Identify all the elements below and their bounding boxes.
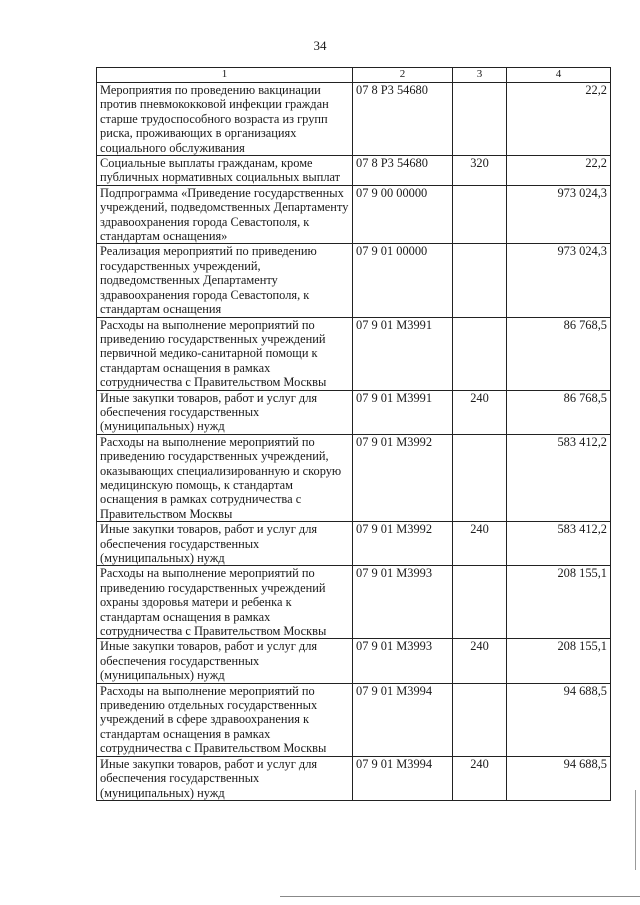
row-expense-type bbox=[453, 683, 507, 756]
row-name: Иные закупки товаров, работ и услуг для обеспечения государственных (муниципальных) нужд bbox=[97, 639, 353, 683]
row-code: 07 9 00 00000 bbox=[353, 185, 453, 244]
row-expense-type: 240 bbox=[453, 756, 507, 800]
table-row bbox=[97, 390, 611, 434]
header-col-1: 1 bbox=[97, 68, 353, 83]
table-row bbox=[97, 756, 611, 800]
page-number: 34 bbox=[313, 38, 327, 53]
row-code: 07 9 01 M3994 bbox=[353, 756, 453, 800]
row-expense-type bbox=[453, 317, 507, 390]
header-row bbox=[97, 68, 611, 83]
table-row bbox=[97, 639, 611, 683]
row-amount: 94 688,5 bbox=[507, 756, 611, 800]
row-amount: 22,2 bbox=[507, 156, 611, 186]
row-name: Подпрограмма «Приведение государственных учреждений, подведомственных Департаменту здравоохранения города Севастополя, к стандартам оснащения» bbox=[97, 185, 353, 244]
row-name: Расходы на выполнение мероприятий по приведению отдельных государственных учреждений в сфере здравоохранения к стандартам оснащения в рамках сотрудничества с Правительством Москвы bbox=[97, 683, 353, 756]
row-amount: 208 155,1 bbox=[507, 639, 611, 683]
row-expense-type bbox=[453, 434, 507, 521]
table-row bbox=[97, 683, 611, 756]
row-code: 07 8 P3 54680 bbox=[353, 83, 453, 156]
table-row bbox=[97, 83, 611, 156]
row-amount: 973 024,3 bbox=[507, 244, 611, 317]
table-row bbox=[97, 244, 611, 317]
row-amount: 94 688,5 bbox=[507, 683, 611, 756]
table-row bbox=[97, 185, 611, 244]
row-code: 07 9 01 M3992 bbox=[353, 522, 453, 566]
header-col-2: 2 bbox=[353, 68, 453, 83]
row-expense-type: 320 bbox=[453, 156, 507, 186]
row-name: Расходы на выполнение мероприятий по приведению государственных учреждений, оказывающих специализированную и скорую медицинскую помощь, к стандартам оснащения в рамках сотрудничества с Правительством Москвы bbox=[97, 434, 353, 521]
row-amount: 22,2 bbox=[507, 83, 611, 156]
row-name: Социальные выплаты гражданам, кроме публичных нормативных социальных выплат bbox=[97, 156, 353, 186]
row-name: Мероприятия по проведению вакцинации против пневмококковой инфекции граждан старше трудоспособного возраста из групп риска, проживающих в организациях социального обслуживания bbox=[97, 83, 353, 156]
scan-edge-line bbox=[635, 790, 636, 870]
row-expense-type bbox=[453, 244, 507, 317]
header-col-3: 3 bbox=[453, 68, 507, 83]
row-code: 07 8 P3 54680 bbox=[353, 156, 453, 186]
row-code: 07 9 01 00000 bbox=[353, 244, 453, 317]
row-name: Расходы на выполнение мероприятий по приведению государственных учреждений первичной медико-санитарной помощи к стандартам оснащения в рамках сотрудничества с Правительством Москвы bbox=[97, 317, 353, 390]
row-code: 07 9 01 M3991 bbox=[353, 317, 453, 390]
row-name: Иные закупки товаров, работ и услуг для обеспечения государственных (муниципальных) нужд bbox=[97, 756, 353, 800]
budget-table bbox=[96, 67, 611, 801]
row-code: 07 9 01 M3994 bbox=[353, 683, 453, 756]
row-expense-type: 240 bbox=[453, 639, 507, 683]
row-expense-type bbox=[453, 566, 507, 639]
row-name: Расходы на выполнение мероприятий по приведению государственных учреждений охраны здоровья матери и ребенка к стандартам оснащения в рамках сотрудничества с Правительством Москвы bbox=[97, 566, 353, 639]
row-expense-type bbox=[453, 83, 507, 156]
row-code: 07 9 01 M3993 bbox=[353, 566, 453, 639]
row-name: Иные закупки товаров, работ и услуг для обеспечения государственных (муниципальных) нужд bbox=[97, 522, 353, 566]
header-col-4: 4 bbox=[507, 68, 611, 83]
row-code: 07 9 01 M3993 bbox=[353, 639, 453, 683]
row-amount: 86 768,5 bbox=[507, 390, 611, 434]
table-body bbox=[97, 83, 611, 801]
row-amount: 583 412,2 bbox=[507, 522, 611, 566]
row-amount: 973 024,3 bbox=[507, 185, 611, 244]
scan-bottom-line bbox=[280, 896, 640, 897]
table-row bbox=[97, 156, 611, 186]
row-amount: 583 412,2 bbox=[507, 434, 611, 521]
table-row bbox=[97, 566, 611, 639]
row-expense-type bbox=[453, 185, 507, 244]
row-amount: 208 155,1 bbox=[507, 566, 611, 639]
table-header bbox=[97, 68, 611, 83]
row-code: 07 9 01 M3991 bbox=[353, 390, 453, 434]
table-row bbox=[97, 317, 611, 390]
row-amount: 86 768,5 bbox=[507, 317, 611, 390]
row-code: 07 9 01 M3992 bbox=[353, 434, 453, 521]
table-row bbox=[97, 522, 611, 566]
row-expense-type: 240 bbox=[453, 522, 507, 566]
table-row bbox=[97, 434, 611, 521]
row-name: Иные закупки товаров, работ и услуг для обеспечения государственных (муниципальных) нужд bbox=[97, 390, 353, 434]
row-name: Реализация мероприятий по приведению государственных учреждений, подведомственных Департаменту здравоохранения города Севастополя, к стандартам оснащения bbox=[97, 244, 353, 317]
row-expense-type: 240 bbox=[453, 390, 507, 434]
